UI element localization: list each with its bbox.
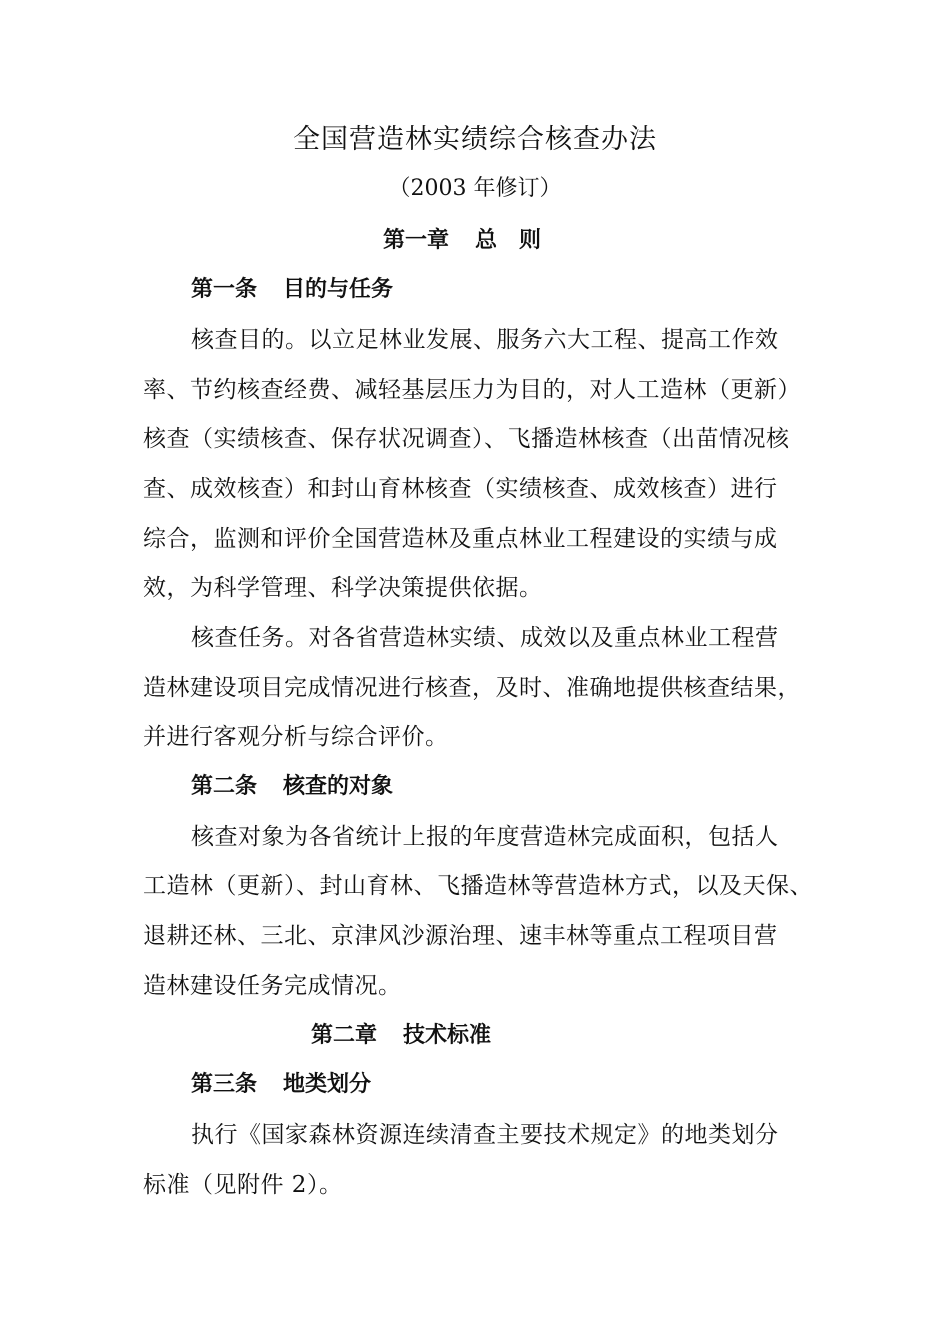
article-3-name: 地类划分 <box>283 1072 372 1097</box>
paragraph-line: 核查目的。以立足林业发展、服务六大工程、提高工作效 <box>191 327 779 353</box>
chapter-2-name: 技术标准 <box>403 1023 492 1048</box>
chapter-2-number: 第二章 <box>311 1023 378 1048</box>
article-3-heading <box>191 1070 371 1100</box>
paragraph-line: 造林建设项目完成情况进行核查，及时、准确地提供核查结果， <box>143 675 801 701</box>
article-1-name: 目的与任务 <box>283 277 394 302</box>
paragraph-line: 核查对象为各省统计上报的年度营造林完成面积，包括人 <box>191 824 779 850</box>
paragraph-line: 执行《国家森林资源连续清查主要技术规定》的地类划分 <box>191 1122 779 1148</box>
paragraph-line: 查、成效核查）和封山育林核查（实绩核查、成效核查）进行 <box>143 476 778 502</box>
document-title: 全国营造林实绩综合核查办法 <box>293 124 657 155</box>
paragraph-line: 核查任务。对各省营造林实绩、成效以及重点林业工程营 <box>191 625 779 651</box>
article-2-number: 第二条 <box>191 774 258 799</box>
article-1-number: 第一条 <box>191 277 258 302</box>
paragraph-line: 并进行客观分析与综合评价。 <box>143 724 449 750</box>
article-2-name: 核查的对象 <box>283 774 394 799</box>
chapter-1-name: 总 则 <box>475 228 542 253</box>
paragraph-line: 标准（见附件 2）。 <box>143 1172 343 1198</box>
article-2-heading <box>191 772 393 802</box>
document-subtitle: （2003 年修订） <box>388 176 562 201</box>
paragraph-line: 综合，监测和评价全国营造林及重点林业工程建设的实绩与成 <box>143 526 778 552</box>
chapter-2-heading <box>311 1021 491 1051</box>
article-3-number: 第三条 <box>191 1072 258 1097</box>
paragraph-line: 率、节约核查经费、减轻基层压力为目的，对人工造林（更新） <box>143 377 801 403</box>
chapter-1-number: 第一章 <box>383 228 450 253</box>
paragraph-line: 核查（实绩核查、保存状况调查）、飞播造林核查（出苗情况核 <box>143 426 790 452</box>
paragraph-line: 退耕还林、三北、京津风沙源治理、速丰林等重点工程项目营 <box>143 923 778 949</box>
article-1-heading <box>191 275 393 305</box>
paragraph-line: 效，为科学管理、科学决策提供依据。 <box>143 575 543 601</box>
paragraph-line: 工造林（更新）、封山育林、飞播造林等营造林方式，以及天保、 <box>143 873 813 899</box>
paragraph-line: 造林建设任务完成情况。 <box>143 973 402 999</box>
chapter-1-heading <box>383 226 541 256</box>
